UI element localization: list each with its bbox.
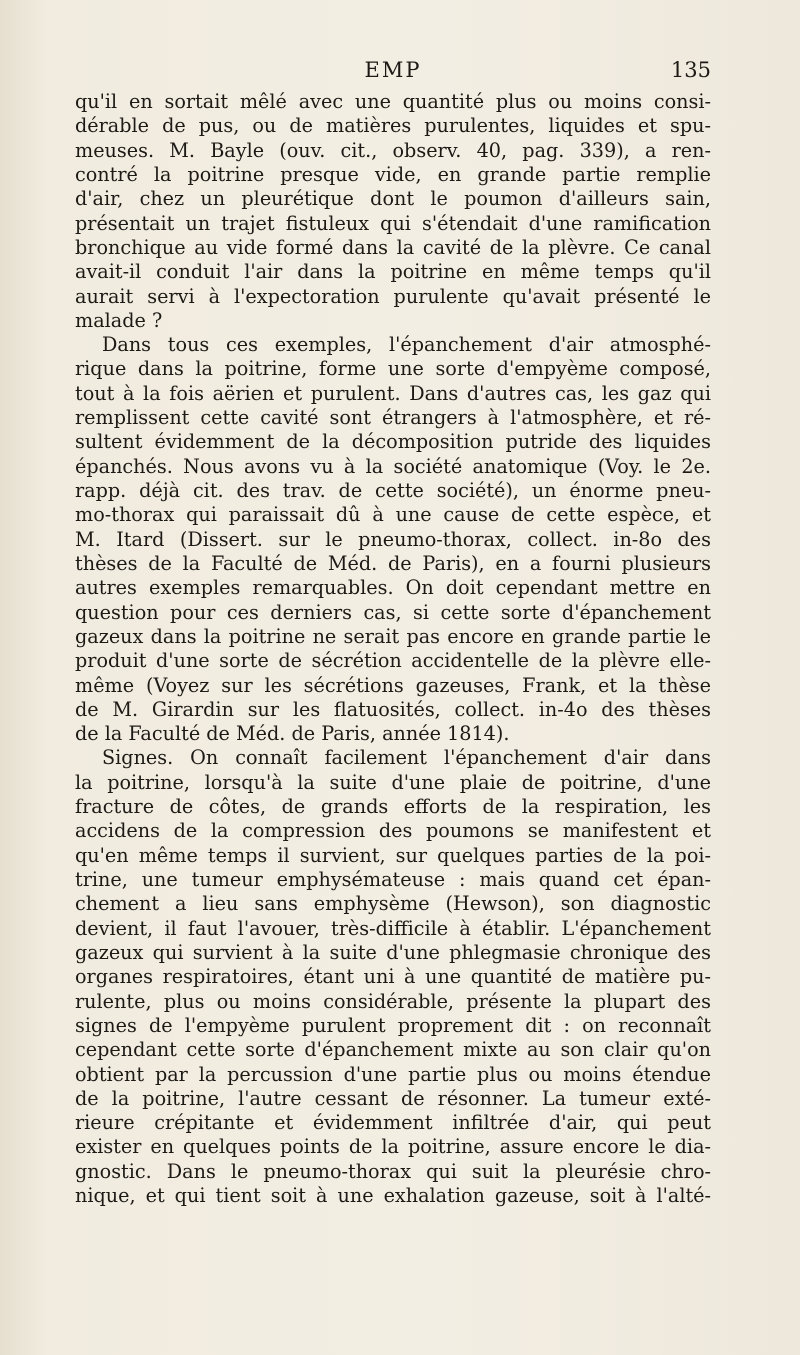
text-line: Signes. On connaît facilement l'épanchement d'air dans bbox=[102, 746, 711, 770]
text-line: organes respiratoires, étant uni à une quantité de matière pu- bbox=[75, 965, 711, 989]
text-line: produit d'une sorte de sécrétion accidentelle de la plèvre elle- bbox=[75, 649, 711, 673]
text-line: la poitrine, lorsqu'à la suite d'une plaie de poitrine, d'une bbox=[75, 770, 711, 794]
text-line: gazeux dans la poitrine ne serait pas encore en grande partie le bbox=[75, 624, 711, 648]
page-number: 135 bbox=[670, 58, 711, 82]
text-line: cependant cette sorte d'épanchement mixte au son clair qu'on bbox=[75, 1038, 711, 1062]
text-line: malade ? bbox=[75, 308, 163, 332]
text-line: gnostic. Dans le pneumo-thorax qui suit la pleurésie chro- bbox=[75, 1159, 711, 1183]
text-line: nique, et qui tient soit à une exhalation gazeuse, soit à l'alté- bbox=[75, 1184, 711, 1208]
text-line: fracture de côtes, de grands efforts de la respiration, les bbox=[75, 795, 711, 819]
text-line: de la poitrine, l'autre cessant de résonner. La tumeur exté- bbox=[75, 1086, 711, 1110]
text-line: thèses de la Faculté de Méd. de Paris), en a fourni plusieurs bbox=[75, 551, 711, 575]
text-line: bronchique au vide formé dans la cavité de la plèvre. Ce canal bbox=[75, 235, 711, 259]
text-line: autres exemples remarquables. On doit cependant mettre en bbox=[75, 576, 711, 600]
text-line: d'air, chez un pleurétique dont le poumon d'ailleurs sain, bbox=[75, 187, 711, 211]
text-line: dérable de pus, ou de matières purulentes, liquides et spu- bbox=[75, 114, 711, 138]
text-line: chement a lieu sans emphysème (Hewson), son diagnostic bbox=[75, 892, 711, 916]
text-line: de M. Girardin sur les flatuosités, collect. in-4o des thèses bbox=[75, 697, 711, 721]
text-line: contré la poitrine presque vide, en grande partie remplie bbox=[75, 162, 711, 186]
text-line: accidens de la compression des poumons se manifestent et bbox=[75, 819, 711, 843]
text-line: signes de l'empyème purulent proprement dit : on reconnaît bbox=[75, 1013, 711, 1037]
text-line: présentait un trajet fistuleux qui s'étendait d'une ramification bbox=[75, 211, 711, 235]
running-head: EMP bbox=[364, 58, 422, 82]
text-line: rulente, plus ou moins considérable, présente la plupart des bbox=[75, 989, 711, 1013]
text-line: rapp. déjà cit. des trav. de cette société), un énorme pneu- bbox=[75, 479, 711, 502]
text-line: Dans tous ces exemples, l'épanchement d'air atmosphé- bbox=[102, 333, 711, 357]
text-line: trine, une tumeur emphysémateuse : mais quand cet épan- bbox=[75, 868, 711, 891]
text-line: même (Voyez sur les sécrétions gazeuses, Frank, et la thèse bbox=[75, 673, 711, 697]
text-line: sultent évidemment de la décomposition putride des liquides bbox=[75, 430, 711, 454]
text-line: qu'il en sortait mêlé avec une quantité plus ou moins consi- bbox=[75, 90, 711, 113]
text-line: épanchés. Nous avons vu à la société anatomique (Voy. le 2e. bbox=[75, 454, 711, 478]
text-line: exister en quelques points de la poitrine, assure encore le dia- bbox=[75, 1135, 711, 1159]
text-line: question pour ces derniers cas, si cette sorte d'épanchement bbox=[75, 600, 711, 624]
text-line: gazeux qui survient à la suite d'une phlegmasie chronique des bbox=[75, 940, 711, 964]
text-line: devient, il faut l'avouer, très-difficile à établir. L'épanchement bbox=[75, 916, 711, 940]
text-line: tout à la fois aërien et purulent. Dans d'autres cas, les gaz qui bbox=[75, 381, 711, 405]
text-line: aurait servi à l'expectoration purulente qu'avait présenté le bbox=[75, 284, 711, 308]
text-line: rieure crépitante et évidemment infiltrée d'air, qui peut bbox=[75, 1111, 711, 1135]
page-header bbox=[75, 58, 711, 88]
text-line: M. Itard (Dissert. sur le pneumo-thorax, collect. in-8o des bbox=[75, 527, 711, 551]
text-line: qu'en même temps il survient, sur quelques parties de la poi- bbox=[75, 843, 711, 867]
text-line: de la Faculté de Méd. de Paris, année 1814). bbox=[75, 722, 510, 746]
text-line: remplissent cette cavité sont étrangers à l'atmosphère, et ré- bbox=[75, 406, 711, 430]
text-line: avait-il conduit l'air dans la poitrine en même temps qu'il bbox=[75, 260, 711, 284]
text-line: meuses. M. Bayle (ouv. cit., observ. 40, pag. 339), a ren- bbox=[75, 138, 711, 162]
body-text bbox=[75, 90, 711, 1208]
text-line: obtient par la percussion d'une partie plus ou moins étendue bbox=[75, 1062, 711, 1086]
text-line: mo-thorax qui paraissait dû à une cause de cette espèce, et bbox=[75, 503, 711, 527]
text-line: rique dans la poitrine, forme une sorte d'empyème composé, bbox=[75, 357, 711, 381]
